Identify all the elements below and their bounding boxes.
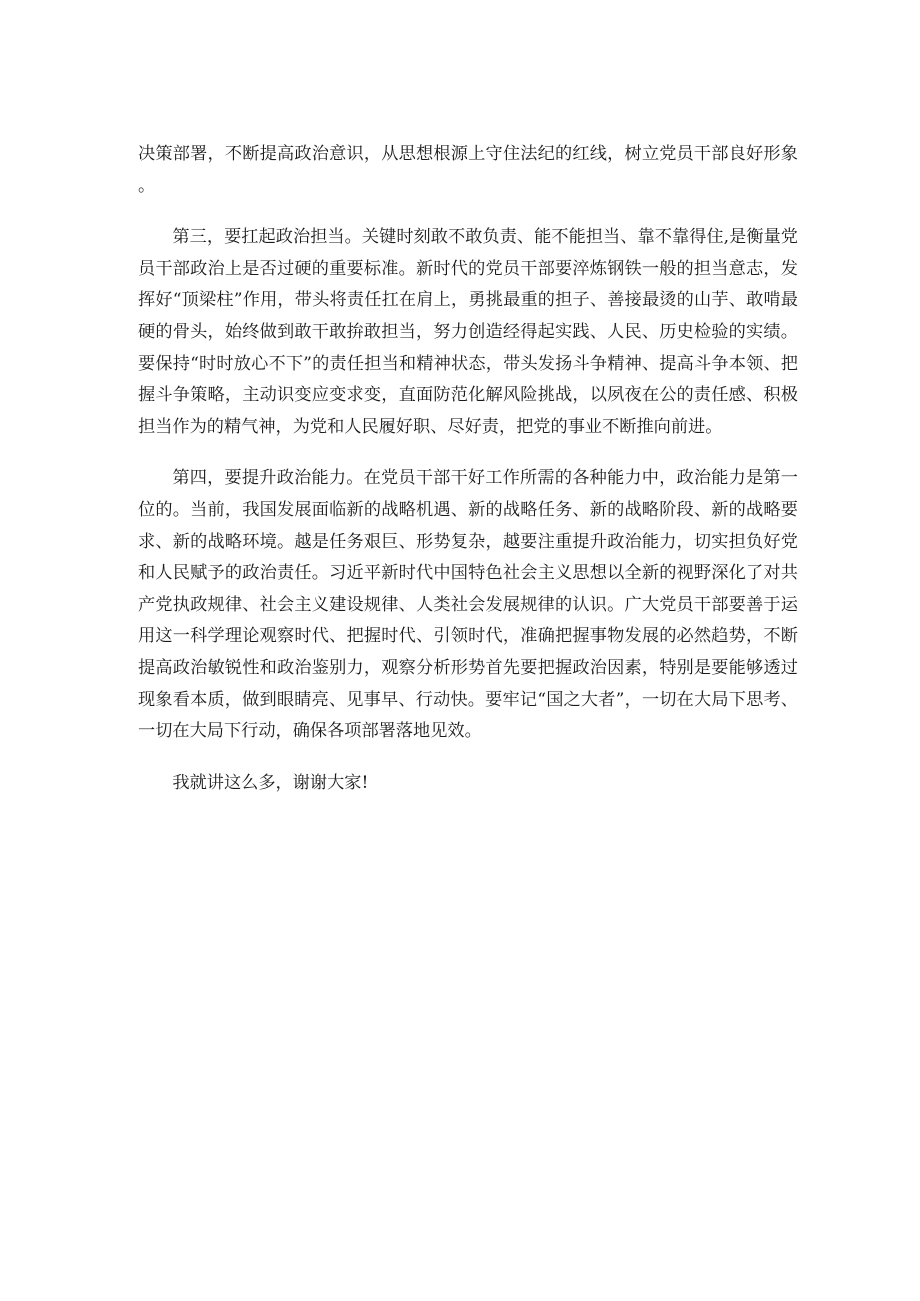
paragraph-political-responsibility: 第三，要扛起政治担当。关键时刻敢不敢负责、能不能担当、靠不靠得住,是衡量党员干部政治上是否过硬的重要标准。新时代的党员干部要淬炼钢铁一般的担当意志，发挥好“顶梁柱”作用，带头将责任扛在肩上，勇挑最重的担子、善接最烫的山芋、敢啃最硬的骨头，始终做到敢干敢拚敢担当，努力创造经得起实践、人民、历史检验的实绩。要保持“时时放心不下”的责任担当和精神状态，带头发扬斗争精神、提高斗争本领、把握斗争策略，主动识变应变求变，直面防范化解风险挑战，以夙夜在公的责任感、积极担当作为的精气神，为党和人民履好职、尽好责，把党的事业不断推向前进。 — [138, 227, 798, 437]
paragraph-closing: 我就讲这么多，谢谢大家! — [172, 772, 369, 793]
document-body — [138, 139, 798, 819]
paragraph-continuation: 决策部署，不断提高政治意识，从思想根源上守住法纪的红线，树立党员干部良好形象。 — [138, 144, 798, 196]
paragraph-political-capability: 第四，要提升政治能力。在党员干部干好工作所需的各种能力中，政治能力是第一位的。当前，我国发展面临新的战略机遇、新的战略任务、新的战略阶段、新的战略要求、新的战略环境。越是任务艰巨、形势复杂，越要注重提升政治能力，切实担负好党和人民赋予的政治责任。习近平新时代中国特色社会主义思想以全新的视野深化了对共产党执政规律、社会主义建设规律、人类社会发展规律的认识。广大党员干部要善于运用这一科学理论观察时代、把握时代、引领时代，准确把握事物发展的必然趋势，不断提高政治敏锐性和政治鉴别力，观察分析形势首先要把握政治因素，特别是要能够透过现象看本质，做到眼睛亮、见事早、行动快。要牢记“国之大者”，一切在大局下思考、一切在大局下行动，确保各项部署落地见效。 — [138, 468, 798, 742]
